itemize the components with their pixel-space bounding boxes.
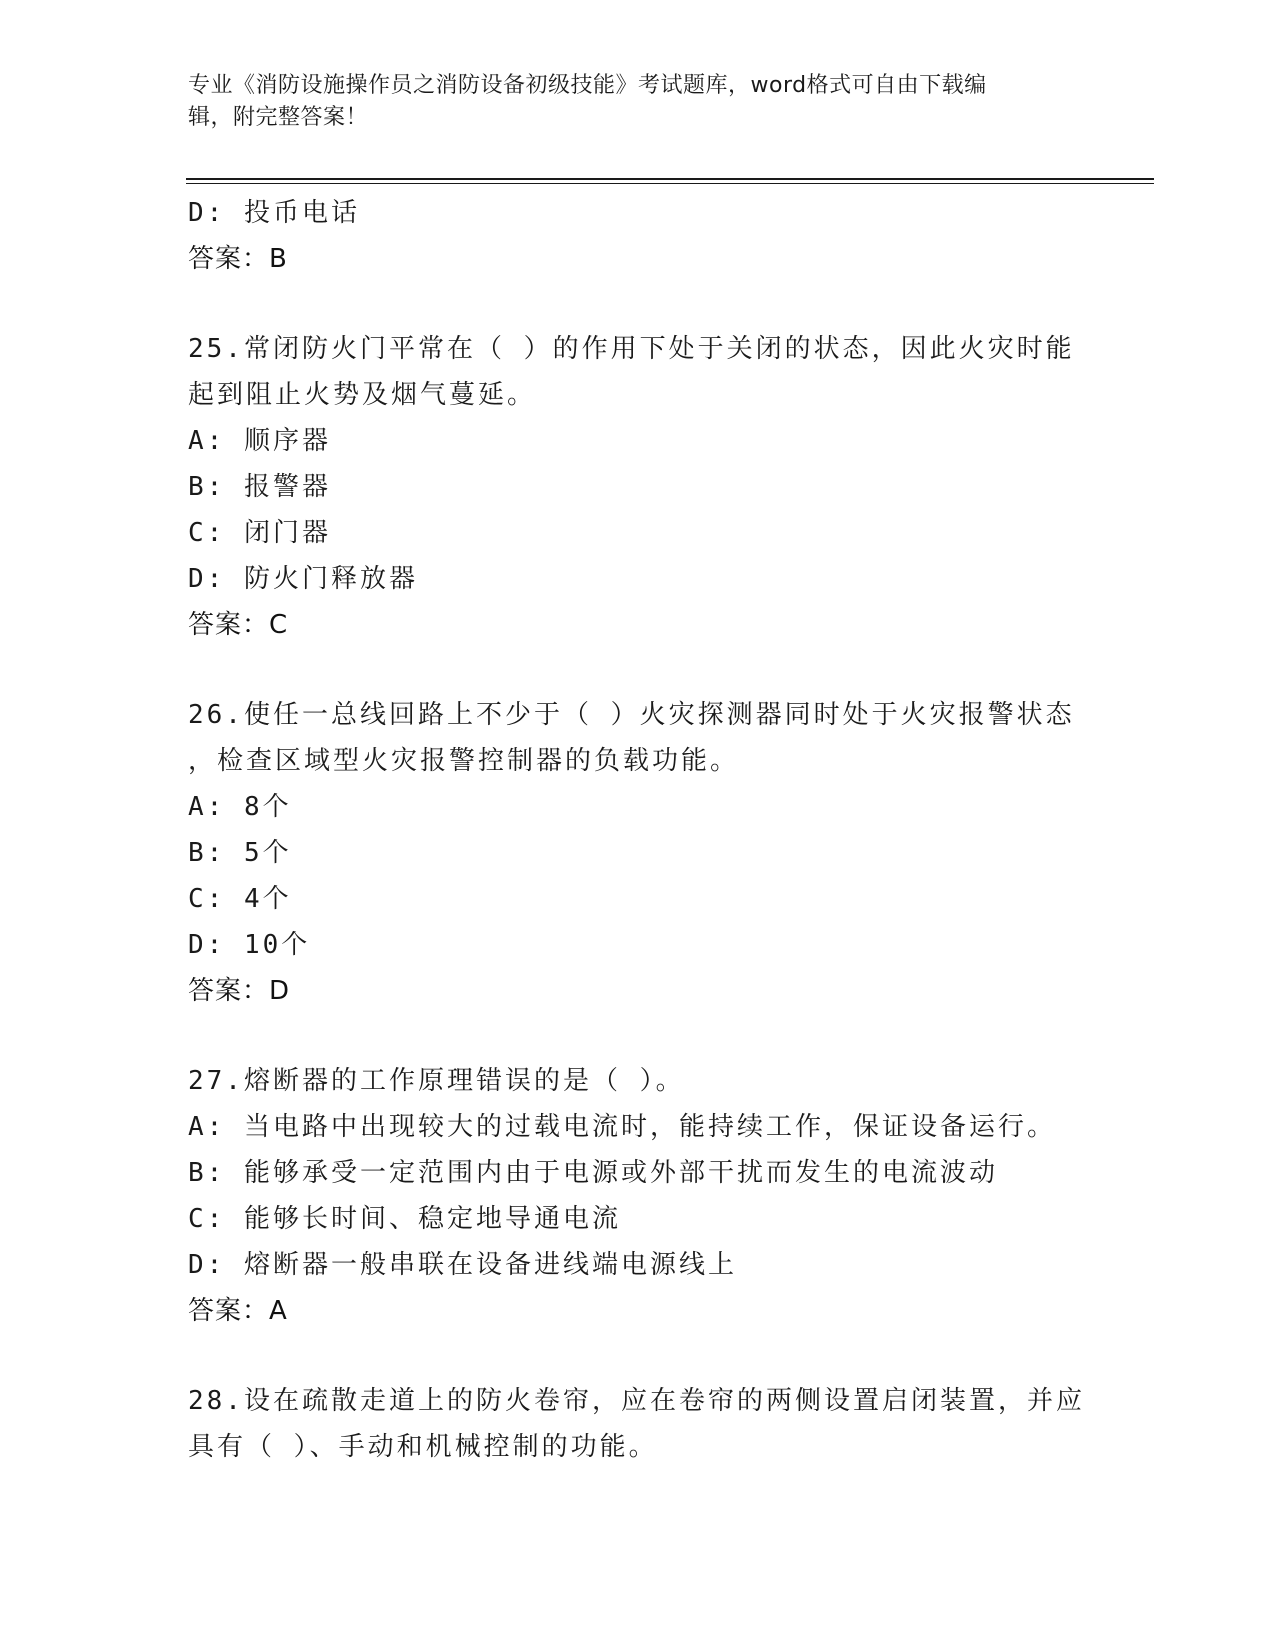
header-rule-thick xyxy=(186,178,1154,180)
option-d: D: 防火门释放器 xyxy=(188,564,418,594)
option-c: C: 闭门器 xyxy=(188,518,331,548)
question-stem-continued: 具有（ ）、手动和机械控制的功能。 xyxy=(188,1432,658,1462)
option-a: A: 当电路中出现较大的过载电流时，能持续工作，保证设备运行。 xyxy=(188,1112,1056,1142)
page-header xyxy=(188,70,1088,134)
question-stem: 27.熔断器的工作原理错误的是（ ）。 xyxy=(188,1066,685,1096)
spacer xyxy=(188,648,1088,692)
answer-line: 答案：A xyxy=(188,1296,288,1326)
question-block-25 xyxy=(188,326,1088,648)
header-line-2: 辑，附完整答案！ xyxy=(188,105,369,130)
header-rule-thin xyxy=(186,183,1154,184)
question-stem: 28.设在疏散走道上的防火卷帘，应在卷帘的两侧设置启闭装置，并应 xyxy=(188,1386,1085,1416)
question-block-27 xyxy=(188,1058,1088,1334)
question-block-28 xyxy=(188,1378,1088,1470)
question-stem-continued: 起到阻止火势及烟气蔓延。 xyxy=(188,380,537,410)
option-d: D: 熔断器一般串联在设备进线端电源线上 xyxy=(188,1250,737,1280)
option-c: C: 4个 xyxy=(188,884,292,914)
question-stem: 26.使任一总线回路上不少于（ ）火灾探测器同时处于火灾报警状态 xyxy=(188,700,1075,730)
spacer xyxy=(188,1014,1088,1058)
question-list xyxy=(188,190,1088,1470)
option-b: B: 5个 xyxy=(188,838,292,868)
header-line-1: 专业《消防设施操作员之消防设备初级技能》考试题库，word格式可自由下载编 xyxy=(188,73,987,98)
question-block-26 xyxy=(188,692,1088,1014)
option-a: A: 顺序器 xyxy=(188,426,331,456)
question-block-previous xyxy=(188,190,1088,282)
option-d: D: 投币电话 xyxy=(188,198,360,228)
option-d: D: 10个 xyxy=(188,930,311,960)
option-b: B: 报警器 xyxy=(188,472,331,502)
answer-line: 答案：D xyxy=(188,976,291,1006)
answer-line: 答案：C xyxy=(188,610,289,640)
answer-line: 答案：B xyxy=(188,244,288,274)
option-a: A: 8个 xyxy=(188,792,292,822)
spacer xyxy=(188,282,1088,326)
spacer xyxy=(188,1334,1088,1378)
option-c: C: 能够长时间、稳定地导通电流 xyxy=(188,1204,621,1234)
question-stem-continued: ，检查区域型火灾报警控制器的负载功能。 xyxy=(188,746,740,776)
question-stem: 25.常闭防火门平常在（ ）的作用下处于关闭的状态，因此火灾时能 xyxy=(188,334,1075,364)
option-b: B: 能够承受一定范围内由于电源或外部干扰而发生的电流波动 xyxy=(188,1158,998,1188)
